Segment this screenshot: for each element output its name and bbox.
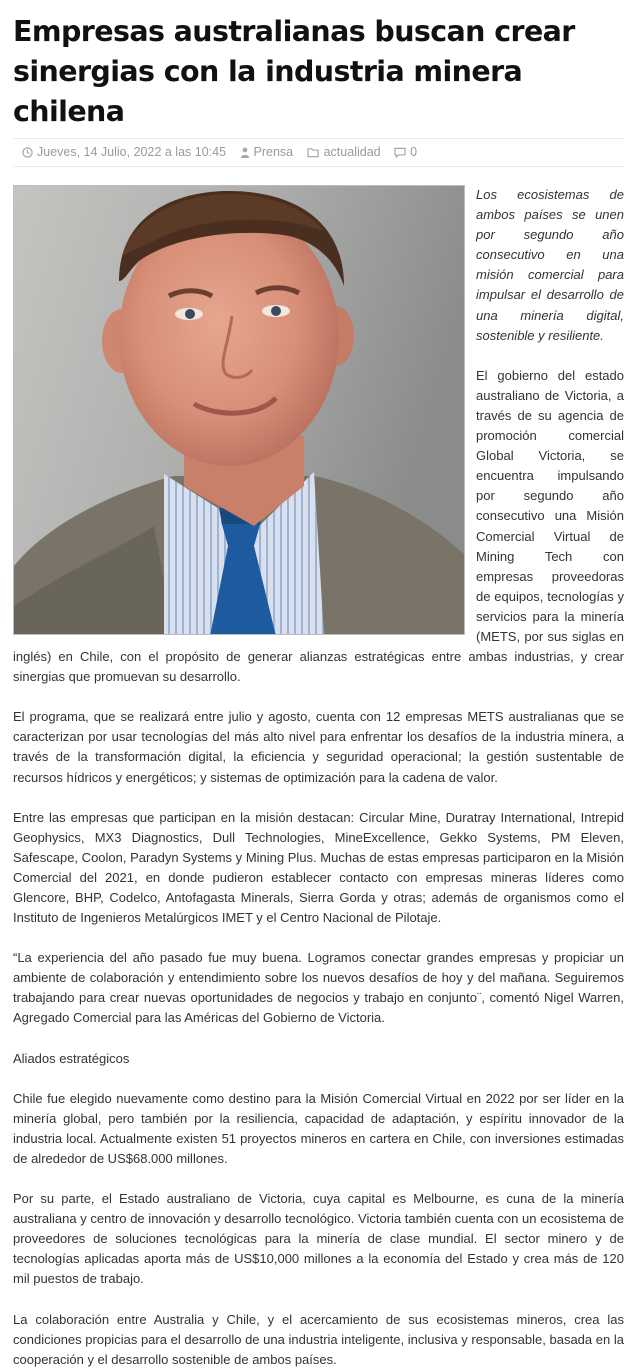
article-body xyxy=(13,185,624,1370)
date-text: Jueves, 14 Julio, 2022 a las 10:45 xyxy=(37,145,227,159)
section-subheading: Aliados estratégicos xyxy=(13,1050,130,1066)
paragraph-7: La colaboración entre Australia y Chile, y el acercamiento de sus ecosistemas mineros, crea las condiciones propicias para el desarrollo de una industria inteligente, inclusiva y responsable, basada en la cooperación y el desarrollo sostenible de ambos países. xyxy=(13,1311,624,1367)
article xyxy=(13,0,624,1370)
paragraph-6: Por su parte, el Estado australiano de Victoria, cuya capital es Melbourne, es cuna de la minería australiana y centro de innovación y desarrollo tecnológico. Victoria también cuenta con un ecosistema de proveedores de soluciones tecnológicas para la minería de clase mundial. El sector minero y de tecnologías aplicadas aporta más de US$10,000 millones a la economía del Estado y crea más de 120 mil puestos de trabajo. xyxy=(13,1191,624,1287)
article-meta xyxy=(13,138,624,167)
comment-icon xyxy=(394,147,406,158)
paragraph-4: “La experiencia del año pasado fue muy buena. Logramos conectar grandes empresas y propiciar un ambiente de colaboración y entendimiento sobre los nuevos desafíos de hoy y del mañana. Seguiremos trabajando para crear nuevas oportunidades de negocios y trabajo en conjunto¨, comentó Nigel Warren, Agregado Comercial para las Américas del Gobierno de Victoria. xyxy=(13,950,624,1026)
article-title: Empresas australianas buscan crear sinergias con la industria minera chilena xyxy=(13,15,575,128)
author-link[interactable]: Prensa xyxy=(253,145,294,159)
article-lead: Los ecosistemas de ambos países se unen por segundo año consecutivo en una misión comercial para impulsar el desarrollo de una minería digital, sostenible y resiliente. xyxy=(476,187,624,343)
portrait-image xyxy=(14,186,465,635)
meta-category[interactable] xyxy=(307,139,381,166)
paragraph-1: El gobierno del estado australiano de Victoria, a través de su agencia de promoción comercial Global Victoria, se encuentra impulsando por segundo año consecutivo una Misión Comercial Virtual de Mining Tech con empresas proveedoras de equipos, tecnologías y servicios para la minería (METS, por sus siglas en inglés) en Chile, con el propósito de generar alianzas estratégicas entre ambas industrias, y crear sinergias que promuevan su desarrollo. xyxy=(13,367,624,685)
paragraph-2: El programa, que se realizará entre julio y agosto, cuenta con 12 empresas METS australianas que se caracterizan por usar tecnologías del más alto nivel para enfrentar los desafíos de la industria minera, a través de la transformación digital, la eficiencia y seguridad operacional; la gestión sustentable de recursos hídricos y energéticos; y sistemas de optimización para la cadena de valor. xyxy=(13,709,624,785)
article-photo xyxy=(13,185,465,635)
paragraph-5: Chile fue elegido nuevamente como destino para la Misión Comercial Virtual en 2022 por ser líder en la minería global, pero también por la resiliencia, capacidad de adaptación, y espíritu innovador de la industria local. Actualmente existen 51 proyectos mineros en cartera en Chile, con inversiones estimadas de alrededor de US$68.000 millones. xyxy=(13,1090,624,1166)
clock-icon xyxy=(22,147,33,158)
category-link[interactable]: actualidad xyxy=(323,145,381,159)
user-icon xyxy=(240,147,250,158)
meta-date xyxy=(22,139,226,166)
comments-count[interactable]: 0 xyxy=(410,145,418,159)
meta-author[interactable] xyxy=(240,139,294,166)
folder-icon xyxy=(307,147,320,158)
paragraph-3: Entre las empresas que participan en la misión destacan: Circular Mine, Duratray International, Intrepid Geophysics, MX3 Diagnostics, Dull Technologies, MineExcellence, Gekko Systems, PM Eleven, Safescape, Coolon, Paradyn Systems y Mining Plus. Muchas de estas empresas participaron en la Misión Comercial del 2021, en donde pudieron establecer contacto con empresas mineras líderes como Glencore, BHP, Codelco, Antofagasta Minerals, Sierra Gorda y otras; además de organismos como el Instituto de Ingenieros Metalúrgicos IMET y el Centro Nacional de Pilotaje. xyxy=(13,809,624,926)
meta-comments[interactable] xyxy=(394,139,417,166)
